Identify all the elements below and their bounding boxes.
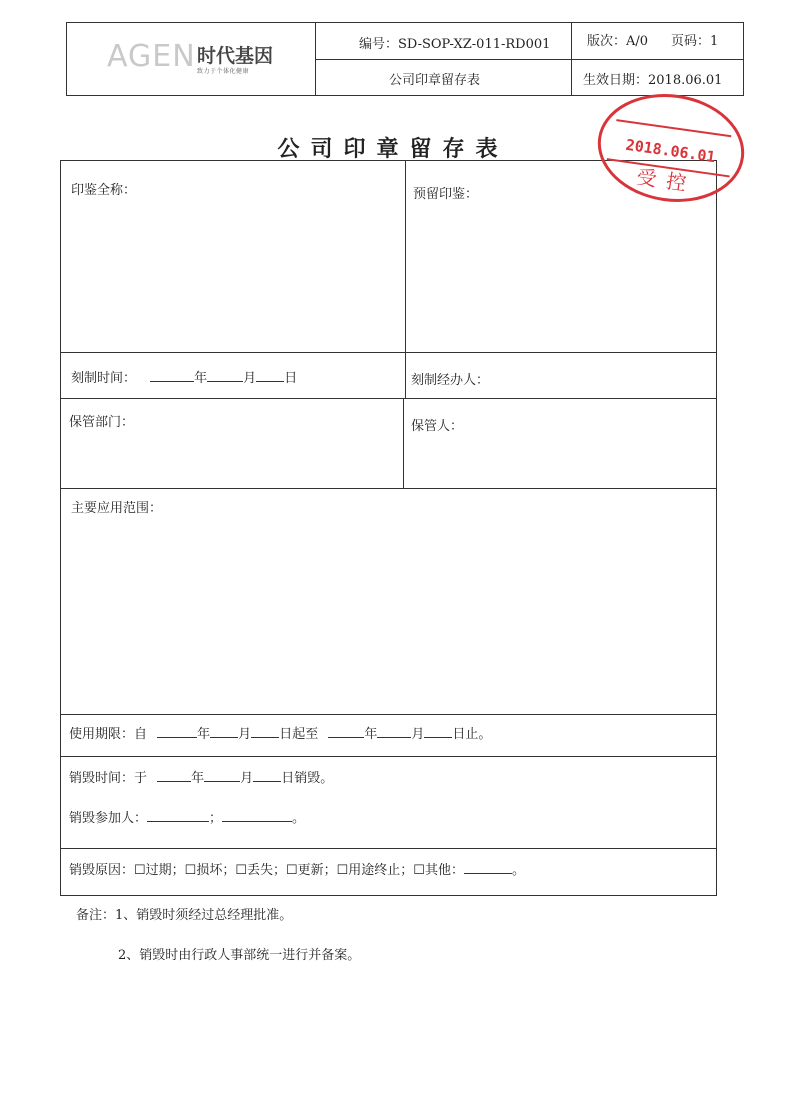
form-row-destroy [61, 757, 716, 849]
reserved-seal-label: 预留印鉴： [413, 187, 479, 202]
year-unit: 年 [364, 727, 378, 742]
header-divider [315, 59, 743, 60]
column-divider [405, 353, 406, 398]
doc-number: 编号：SD-SOP-XZ-011-RD001 [359, 37, 551, 52]
form-row-validity [61, 715, 716, 757]
note-line-1: 备注：1、销毁时须经过总经理批准。 [76, 908, 293, 923]
participant-blank-1 [147, 809, 209, 822]
form-row-custody [61, 399, 716, 489]
stamp-rule [616, 120, 731, 136]
day-unit: 日 [284, 371, 298, 386]
destroy-month-blank [204, 769, 240, 782]
validity-from-day-blank [251, 725, 279, 738]
logo-latin: AGEN [107, 39, 196, 74]
page-title: 公司印章留存表 [277, 136, 509, 162]
to-suffix: 日止。 [452, 727, 492, 742]
engrave-handler-label: 刻制经办人： [411, 373, 490, 388]
reason-option-damaged[interactable]: ☐损坏； [184, 863, 236, 878]
doc-name: 公司印章留存表 [389, 73, 481, 88]
note-line-2: 2、销毁时由行政人事部统一进行并备案。 [118, 948, 361, 963]
effective-date: 生效日期：2018.06.01 [583, 73, 723, 88]
controlled-copy-stamp [591, 88, 751, 208]
form-row-engrave [61, 353, 716, 399]
month-unit: 月 [411, 727, 425, 742]
custody-dept-label: 保管部门： [69, 415, 135, 430]
engrave-time-label: 刻制时间： [71, 371, 137, 386]
validity-to-day-blank [424, 725, 452, 738]
year-unit: 年 [194, 371, 208, 386]
destroy-suffix: 日销毁。 [281, 771, 334, 786]
destroy-time-field [69, 767, 333, 786]
reason-option-lost[interactable]: ☐丢失； [235, 863, 286, 878]
participant-blank-2 [222, 809, 292, 822]
form-row-destroy-reason [61, 849, 716, 897]
month-unit: 月 [243, 371, 257, 386]
participant-separator: ； [209, 811, 223, 826]
column-divider [405, 161, 406, 352]
engrave-year-blank [150, 369, 194, 382]
participant-end: 。 [292, 811, 306, 826]
reason-option-renewed[interactable]: ☐更新； [285, 863, 337, 878]
stamp-date: 2018.06.01 [624, 135, 717, 167]
version: 版次：A/0 [587, 34, 649, 49]
month-unit: 月 [238, 727, 252, 742]
column-divider [403, 399, 404, 488]
validity-label: 使用期限：自 [69, 727, 148, 742]
engrave-time-field [71, 367, 297, 386]
other-reason-blank [464, 861, 512, 874]
form-row-scope [61, 489, 716, 715]
document-header [66, 22, 744, 96]
destroy-participants-label: 销毁参加人： [69, 811, 148, 826]
reason-option-expired[interactable]: ☐过期； [134, 863, 185, 878]
year-unit: 年 [191, 771, 205, 786]
stamp-text: 受控 [635, 164, 698, 197]
validity-from-year-blank [157, 725, 197, 738]
destroy-time-label: 销毁时间：于 [69, 771, 148, 786]
destroy-reason-field [69, 859, 525, 878]
logo-chinese: 时代基因 [197, 45, 274, 67]
year-unit: 年 [197, 727, 211, 742]
engrave-month-blank [207, 369, 243, 382]
destroy-participants-field [69, 807, 305, 826]
page-number: 页码：1 [671, 34, 719, 49]
seal-full-name-label: 印鉴全称： [71, 183, 137, 198]
engrave-day-blank [256, 369, 284, 382]
validity-field [69, 723, 491, 742]
destroy-year-blank [157, 769, 191, 782]
destroy-day-blank [253, 769, 281, 782]
reason-option-terminated[interactable]: ☐用途终止； [336, 863, 414, 878]
company-logo [107, 37, 277, 81]
validity-from-month-blank [210, 725, 238, 738]
reason-option-other[interactable]: ☐其他： [413, 863, 464, 878]
from-suffix: 日起至 [279, 727, 319, 742]
logo-slogan: 致力于个体化健康 [197, 68, 250, 75]
month-unit: 月 [240, 771, 254, 786]
scope-label: 主要应用范围： [71, 501, 163, 516]
validity-to-month-blank [377, 725, 411, 738]
custodian-label: 保管人： [411, 419, 464, 434]
validity-to-year-blank [328, 725, 364, 738]
destroy-reason-label: 销毁原因： [69, 863, 135, 878]
reason-end: 。 [511, 863, 525, 878]
seal-record-form [60, 160, 717, 896]
